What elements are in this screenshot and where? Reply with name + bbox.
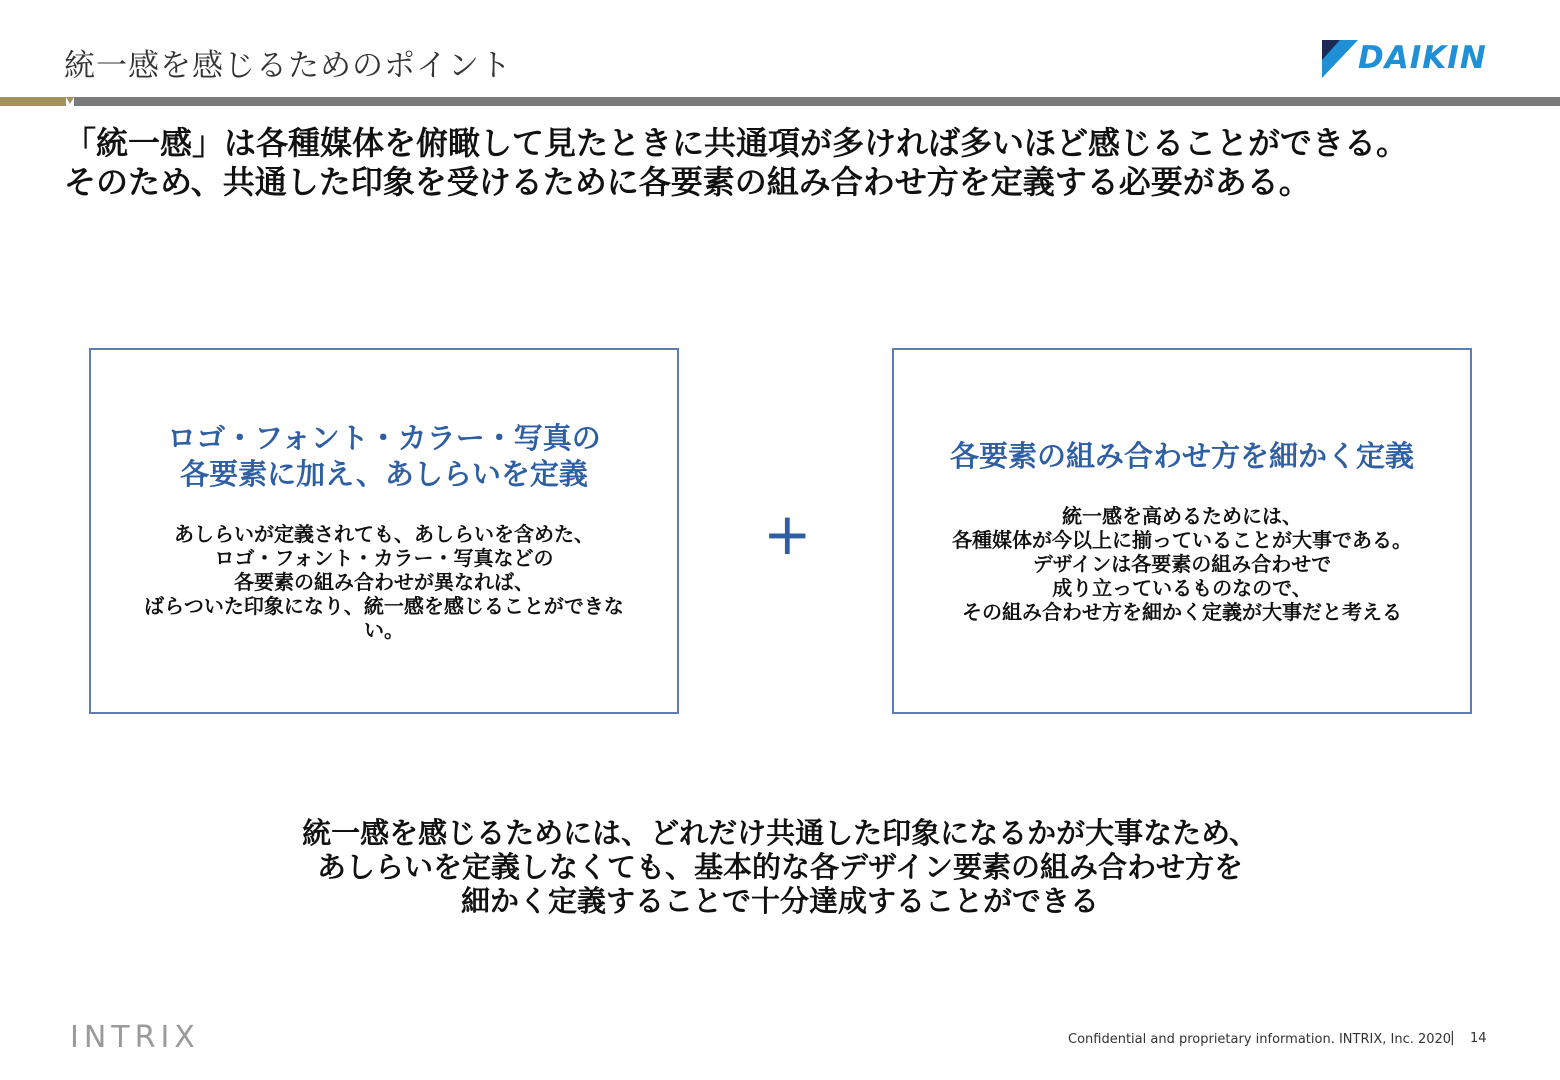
box-left-body-line: ロゴ・フォント・カラー・写真などの xyxy=(214,546,554,570)
conclusion-line: 細かく定義することで十分達成することができる xyxy=(460,884,1099,918)
box-left-body-line: あしらいが定義されても、あしらいを含めた、 xyxy=(174,522,594,546)
box-right-heading-line: 各要素の組み合わせ方を細かく定義 xyxy=(949,439,1414,473)
lead-line-2: そのため、共通した印象を受けるために各要素の組み合わせ方を定義する必要がある。 xyxy=(64,163,1311,201)
header-rule-notch xyxy=(66,97,74,104)
footer-separator: | xyxy=(1450,1030,1455,1046)
conclusion xyxy=(180,816,1380,918)
header-rule-gold xyxy=(0,97,66,106)
box-right-body-line: デザインは各要素の組み合わせで xyxy=(1032,552,1332,576)
box-left-body-line: ばらついた印象になり、統一感を感じることができな xyxy=(144,594,624,618)
intrix-logo: INTRIX xyxy=(70,1020,200,1055)
box-right-body-line: その組み合わせ方を細かく定義が大事だと考える xyxy=(962,600,1402,624)
page-number: 14 xyxy=(1470,1031,1487,1046)
lead-statement xyxy=(64,124,1504,202)
daikin-logo xyxy=(1318,38,1524,82)
definition-box-left xyxy=(89,348,679,714)
header-rule xyxy=(0,97,1560,106)
box-right-body xyxy=(952,504,1412,624)
conclusion-line: あしらいを定義しなくても、基本的な各デザイン要素の組み合わせ方を xyxy=(317,850,1243,884)
box-left-body-line: い。 xyxy=(364,618,404,642)
box-right-body-line: 各種媒体が今以上に揃っていることが大事である。 xyxy=(952,528,1412,552)
definition-box-right xyxy=(892,348,1472,714)
box-left-body-line: 各要素の組み合わせが異なれば、 xyxy=(234,570,534,594)
slide-title: 統一感を感じるためのポイント xyxy=(64,48,512,84)
header-rule-gray xyxy=(74,97,1560,106)
plus-operator: + xyxy=(763,500,812,568)
confidential-notice: Confidential and proprietary information. INTRIX, Inc. 2020 xyxy=(1068,1032,1452,1047)
box-right-body-line: 成り立っているものなので、 xyxy=(1052,576,1312,600)
daikin-logo-text: DAIKIN xyxy=(1358,40,1487,76)
conclusion-line: 統一感を感じるためには、どれだけ共通した印象になるかが大事なため、 xyxy=(302,816,1258,850)
box-left-heading xyxy=(167,420,601,492)
lead-line-1: 「統一感」は各種媒体を俯瞰して見たときに共通項が多ければ多いほど感じることができる。 xyxy=(64,124,1409,162)
box-right-body-line: 統一感を高めるためには、 xyxy=(1062,504,1302,528)
box-right-heading xyxy=(950,438,1414,474)
box-left-heading-line: ロゴ・フォント・カラー・写真の xyxy=(167,421,601,455)
box-left-heading-line: 各要素に加え、あしらいを定義 xyxy=(180,457,588,491)
daikin-logo-mark-icon xyxy=(1318,38,1362,82)
box-left-body xyxy=(144,522,624,642)
